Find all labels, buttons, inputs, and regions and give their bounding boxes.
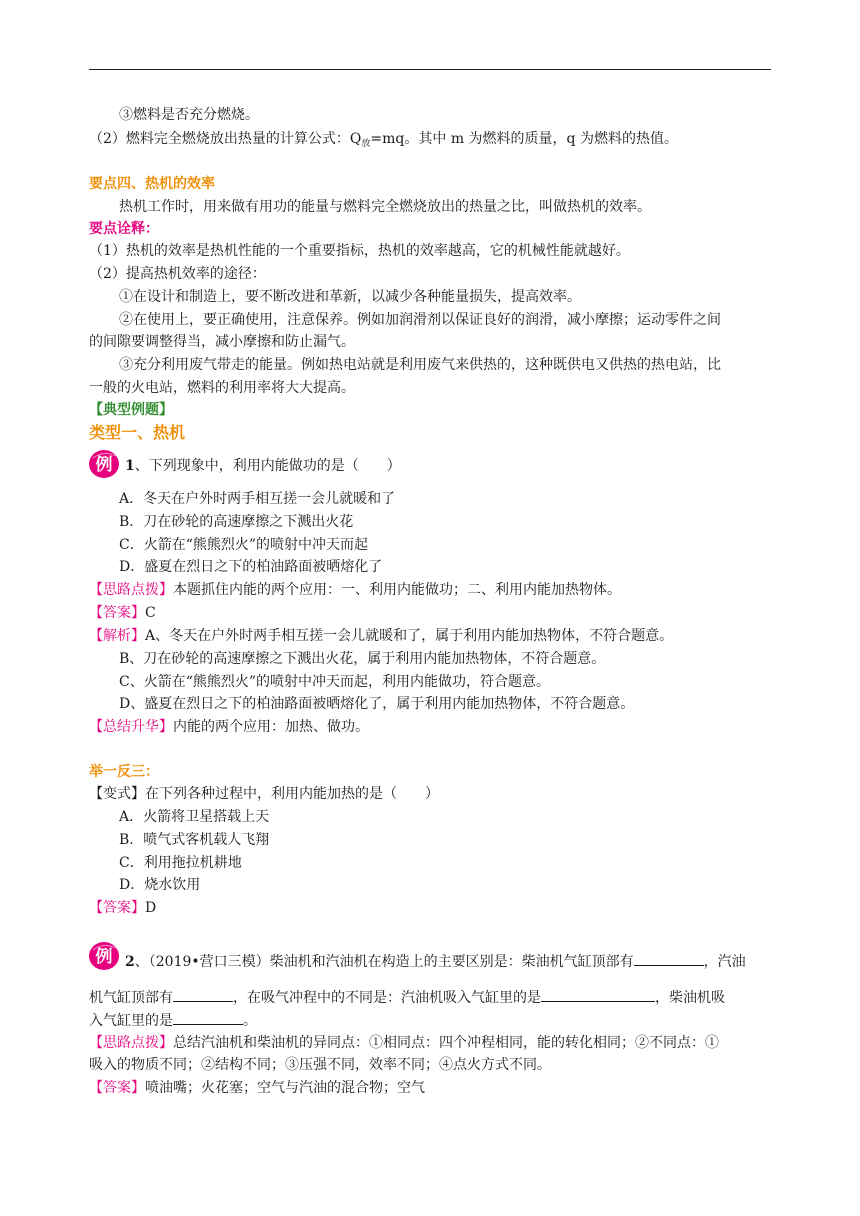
q1-option-d: D．盛夏在烈日之下的柏油路面被晒熔化了 xyxy=(119,559,383,575)
variant-option-d: D．烧水饮用 xyxy=(119,877,201,893)
q2-line2-a: 机气缸顶部有 xyxy=(89,990,173,1006)
q2-line2-b: ，在吸气冲程中的不同是：汽油机吸入气缸里的是 xyxy=(233,990,541,1006)
q2-hint-line2: 吸入的物质不同；②结构不同；③压强不同，效率不同；④点火方式不同。 xyxy=(89,1057,551,1073)
example-badge-icon xyxy=(88,940,122,972)
header-rule xyxy=(89,69,771,70)
note-2-item-3a: ③充分利用废气带走的能量。例如热电站就是利用废气来供热的，这种既供电又供热的热电站，比 xyxy=(119,357,721,373)
q1-analysis-c: C、火箭在“熊熊烈火”的喷射中冲天而起，利用内能做功，符合题意。 xyxy=(119,674,551,690)
q1-analysis-a xyxy=(89,626,673,646)
hint-text: 本题抓住内能的两个应用：一、利用内能做功；二、利用内能加热物体。 xyxy=(173,582,621,598)
q1-number: 1 xyxy=(125,458,135,474)
q2-stem-line3 xyxy=(89,1010,257,1031)
formula-text-b: =mq。其中 m 为燃料的质量，q 为燃料的热值。 xyxy=(370,131,678,147)
variant-option-c: C．利用拖拉机耕地 xyxy=(119,855,242,871)
q2-stem-tail: ，汽油 xyxy=(703,954,746,970)
variant-tag: 【变式】 xyxy=(89,786,145,802)
variant-option-a: A．火箭将卫星搭载上天 xyxy=(119,809,270,825)
practice-heading: 举一反三： xyxy=(89,764,159,780)
q1-stem xyxy=(125,456,401,476)
q1-hint xyxy=(89,580,621,600)
example-badge-icon xyxy=(88,448,122,480)
q2-number: 2 xyxy=(125,954,135,970)
formula-text-a: （2）燃料完全燃烧放出热量的计算公式：Q xyxy=(89,131,362,147)
type1-heading: 类型一、热机 xyxy=(89,423,186,442)
q2-hint-tag: 【思路点拨】 xyxy=(89,1035,173,1051)
answer-tag: 【答案】 xyxy=(89,605,145,621)
note-2-item-1: ①在设计和制造上，要不断改进和革新，以减少各种能量损失，提高效率。 xyxy=(119,289,581,305)
badge-label: 例 xyxy=(95,947,113,967)
variant-stem xyxy=(89,784,439,804)
q1-analysis-b: B、刀在砂轮的高速摩擦之下溅出火花，属于利用内能加热物体，不符合题意。 xyxy=(119,651,606,667)
fuel-condition-3: ③燃料是否充分燃烧。 xyxy=(119,107,259,123)
variant-stem-text: 在下列各种过程中，利用内能加热的是（ ） xyxy=(145,786,439,802)
note-2-item-2a: ②在使用上，要正确使用，注意保养。例如加润滑剂以保证良好的润滑，减小摩擦；运动零件之间 xyxy=(119,312,721,328)
summary-tag: 【总结升华】 xyxy=(89,719,173,735)
answer-blank-3[interactable] xyxy=(541,987,655,1002)
q2-line3-b: 。 xyxy=(243,1013,257,1029)
q1-analysis-d: D、盛夏在烈日之下的柏油路面被晒熔化了，属于利用内能加热物体，不符合题意。 xyxy=(119,696,635,712)
variant-answer-tag: 【答案】 xyxy=(89,900,145,916)
q2-line2-c: ，柴油机吸 xyxy=(655,990,725,1006)
summary-text: 内能的两个应用：加热、做功。 xyxy=(173,719,369,735)
note-2: （2）提高热机效率的途径： xyxy=(89,266,266,282)
analysis-tag: 【解析】 xyxy=(89,628,145,644)
q2-stem-line1 xyxy=(125,951,746,972)
q1-option-a: A．冬天在户外时两手相互搓一会儿就暖和了 xyxy=(119,491,396,507)
q2-answer xyxy=(89,1078,425,1098)
examples-heading: 【典型例题】 xyxy=(89,402,173,418)
answer-value: C xyxy=(145,605,156,621)
note-2-item-2b: 的间隙要调整得当，减小摩擦和防止漏气。 xyxy=(89,334,355,350)
hint-tag: 【思路点拨】 xyxy=(89,582,173,598)
q2-stem-text: 、（2019•营口三模）柴油机和汽油机在构造上的主要区别是：柴油机气缸顶部有 xyxy=(134,954,634,970)
notes-heading: 要点诠释： xyxy=(89,221,159,237)
heat-formula-line xyxy=(89,129,678,154)
analysis-line: A、冬天在户外时两手相互搓一会儿就暖和了，属于利用内能加热物体，不符合题意。 xyxy=(145,628,674,644)
q1-summary xyxy=(89,717,369,737)
q2-answer-value: 喷油嘴；火花塞；空气与汽油的混合物；空气 xyxy=(145,1080,425,1096)
q2-stem-line2 xyxy=(89,987,725,1008)
q2-line3-a: 入气缸里的是 xyxy=(89,1013,173,1029)
formula-subscript: 放 xyxy=(361,139,371,149)
note-2-item-3b: 一般的火电站，燃料的利用率将大大提高。 xyxy=(89,380,355,396)
q1-stem-text: 、下列现象中，利用内能做功的是（ ） xyxy=(134,458,401,474)
answer-blank-4[interactable] xyxy=(173,1010,243,1025)
q2-hint-text: 总结汽油机和柴油机的异同点：①相同点：四个冲程相同，能的转化相同；②不同点：① xyxy=(173,1035,719,1051)
q1-answer xyxy=(89,603,156,623)
q1-option-b: B．刀在砂轮的高速摩擦之下溅出火花 xyxy=(119,514,354,530)
answer-blank-2[interactable] xyxy=(173,987,233,1002)
q2-hint-line1 xyxy=(89,1033,719,1053)
note-1: （1）热机的效率是热机性能的一个重要指标，热机的效率越高，它的机械性能就越好。 xyxy=(89,243,630,259)
q2-answer-tag: 【答案】 xyxy=(89,1080,145,1096)
answer-blank-1[interactable] xyxy=(634,951,704,966)
variant-option-b: B．喷气式客机载人飞翔 xyxy=(119,832,270,848)
variant-answer xyxy=(89,898,156,918)
point4-body: 热机工作时，用来做有用功的能量与燃料完全燃烧放出的热量之比，叫做热机的效率。 xyxy=(119,199,651,215)
q1-option-c: C．火箭在“熊熊烈火”的喷射中冲天而起 xyxy=(119,537,369,553)
point4-heading: 要点四、热机的效率 xyxy=(89,176,215,192)
variant-answer-value: D xyxy=(145,900,157,916)
badge-label: 例 xyxy=(95,455,113,475)
